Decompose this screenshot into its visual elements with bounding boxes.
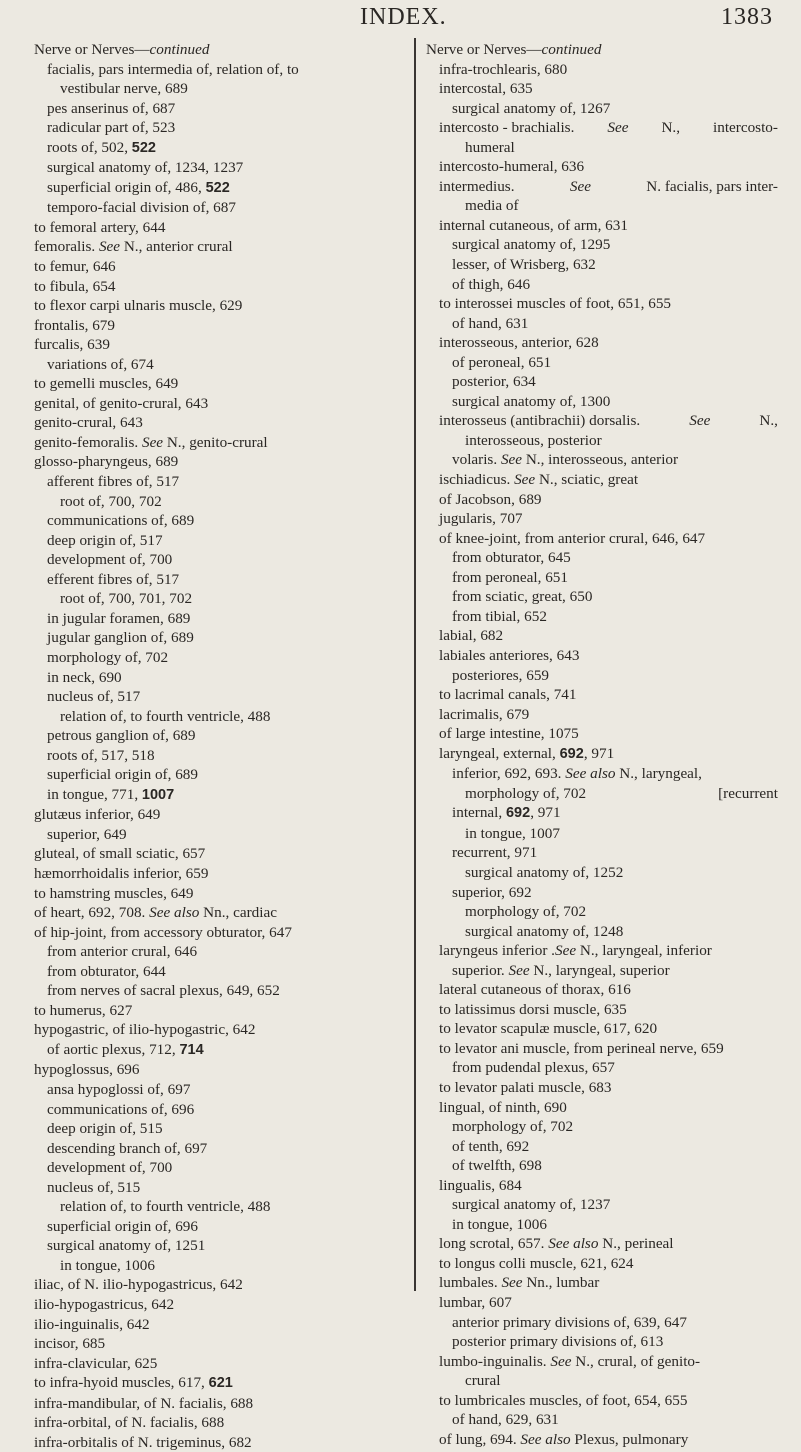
index-line: labiales anteriores, 643 bbox=[439, 646, 580, 664]
index-line: morphology of, 702 bbox=[47, 648, 169, 666]
index-line: femoralis. See N., anterior crural bbox=[34, 238, 233, 256]
index-line: volaris. See N., interosseous, anterior bbox=[452, 451, 679, 469]
index-line: intercostal, 635 bbox=[439, 80, 533, 98]
index-line: root of, 700, 701, 702 bbox=[60, 590, 193, 608]
index-line: interosseus (antibrachii) dorsalis. See N., bbox=[439, 412, 778, 430]
index-line: to latissimus dorsi muscle, 635 bbox=[439, 1000, 627, 1018]
page-header bbox=[0, 0, 801, 34]
index-line: frontalis, 679 bbox=[34, 316, 115, 334]
index-line: posterior, 634 bbox=[452, 373, 536, 391]
index-line: surgical anatomy of, 1237 bbox=[452, 1196, 611, 1214]
index-line: variations of, 674 bbox=[47, 355, 154, 373]
index-line: Nerve or Nerves—continued bbox=[34, 41, 210, 58]
index-line: to flexor carpi ulnaris muscle, 629 bbox=[34, 297, 243, 315]
page-title: INDEX. bbox=[360, 4, 447, 30]
index-line: from peroneal, 651 bbox=[452, 568, 568, 586]
index-line: to levator palati muscle, 683 bbox=[439, 1078, 612, 1096]
index-line: of Jacobson, 689 bbox=[439, 490, 542, 508]
index-line: temporo-facial division of, 687 bbox=[47, 199, 236, 217]
index-line: communications of, 689 bbox=[47, 512, 195, 530]
index-line: lesser, of Wrisberg, 632 bbox=[452, 256, 596, 274]
index-line: efferent fibres of, 517 bbox=[47, 570, 180, 588]
index-line: surgical anatomy of, 1295 bbox=[452, 236, 611, 254]
index-line: nucleus of, 517 bbox=[47, 688, 141, 706]
index-line: infra-trochlearis, 680 bbox=[439, 60, 568, 78]
index-line: labial, 682 bbox=[439, 627, 504, 645]
index-line: iliac, of N. ilio-hypogastricus, 642 bbox=[34, 1276, 243, 1294]
index-line: posterior primary divisions of, 613 bbox=[452, 1333, 664, 1351]
index-line: roots of, 502, 522 bbox=[47, 138, 156, 156]
index-line: from nerves of sacral plexus, 649, 652 bbox=[47, 982, 280, 1000]
index-line: interosseous, anterior, 628 bbox=[439, 334, 599, 352]
index-line: to lumbricales muscles, of foot, 654, 655 bbox=[439, 1391, 688, 1409]
index-line: in neck, 690 bbox=[47, 668, 122, 686]
index-line: of large intestine, 1075 bbox=[439, 725, 579, 743]
index-line: lumbo-inguinalis. See N., crural, of genito- bbox=[439, 1352, 701, 1370]
right-column bbox=[426, 40, 778, 1449]
index-line: gluteal, of small sciatic, 657 bbox=[34, 845, 206, 863]
index-line: relation of, to fourth ventricle, 488 bbox=[60, 707, 271, 725]
index-line: pes anserinus of, 687 bbox=[47, 99, 176, 117]
index-line: to infra-hyoid muscles, 617, 621 bbox=[34, 1374, 233, 1392]
index-line: intercosto-humeral, 636 bbox=[439, 158, 585, 176]
index-line: to humerus, 627 bbox=[34, 1001, 133, 1019]
index-line: afferent fibres of, 517 bbox=[47, 473, 180, 491]
index-line: of hand, 629, 631 bbox=[452, 1411, 559, 1429]
index-line: of thigh, 646 bbox=[452, 275, 531, 293]
index-line: from sciatic, great, 650 bbox=[452, 588, 593, 606]
index-line: surgical anatomy of, 1267 bbox=[452, 99, 611, 117]
index-line: to levator ani muscle, from perineal nerve, 659 bbox=[439, 1039, 724, 1057]
index-line: in tongue, 1007 bbox=[465, 824, 560, 842]
index-line: superficial origin of, 486, 522 bbox=[47, 178, 230, 196]
index-line: morphology of, 702 [recurrent bbox=[465, 784, 778, 802]
index-line: in tongue, 1006 bbox=[60, 1256, 155, 1274]
index-line: petrous ganglion of, 689 bbox=[47, 727, 196, 745]
index-line: lingualis, 684 bbox=[439, 1176, 522, 1194]
index-line: lateral cutaneous of thorax, 616 bbox=[439, 981, 631, 999]
index-line: surgical anatomy of, 1248 bbox=[465, 922, 624, 940]
index-line: roots of, 517, 518 bbox=[47, 746, 155, 764]
index-line: genito-crural, 643 bbox=[34, 414, 143, 432]
index-line: to hamstring muscles, 649 bbox=[34, 884, 194, 902]
index-line: from anterior crural, 646 bbox=[47, 943, 198, 961]
index-line: ansa hypoglossi of, 697 bbox=[47, 1080, 191, 1098]
index-line: morphology of, 702 bbox=[465, 903, 587, 921]
index-line: nucleus of, 515 bbox=[47, 1178, 141, 1196]
index-line: glosso-pharyngeus, 689 bbox=[34, 453, 179, 471]
index-line: laryngeus inferior .See N., laryngeal, inferior bbox=[439, 942, 712, 960]
index-line: of hand, 631 bbox=[452, 314, 529, 332]
index-line: lingual, of ninth, 690 bbox=[439, 1098, 567, 1116]
index-line: ilio-inguinalis, 642 bbox=[34, 1315, 150, 1333]
index-line: deep origin of, 515 bbox=[47, 1120, 163, 1138]
index-line: to longus colli muscle, 621, 624 bbox=[439, 1254, 634, 1272]
index-line: from obturator, 645 bbox=[452, 549, 571, 567]
index-line: in tongue, 771, 1007 bbox=[47, 785, 175, 803]
column-divider bbox=[414, 38, 416, 1291]
index-line: surgical anatomy of, 1234, 1237 bbox=[47, 159, 244, 177]
index-line: lumbales. See Nn., lumbar bbox=[439, 1274, 600, 1292]
index-line: to fibula, 654 bbox=[34, 277, 116, 295]
index-line: ischiadicus. See N., sciatic, great bbox=[439, 471, 639, 489]
index-line: of twelfth, 698 bbox=[452, 1157, 542, 1175]
index-line: superior, 692 bbox=[452, 883, 532, 901]
index-line: superior, 649 bbox=[47, 825, 127, 843]
index-line: intermedius. See N. facialis, pars inter- bbox=[439, 177, 778, 195]
index-line: descending branch of, 697 bbox=[47, 1139, 208, 1157]
index-line: lacrimalis, 679 bbox=[439, 705, 530, 723]
index-line: infra-orbital, of N. facialis, 688 bbox=[34, 1414, 225, 1432]
index-line: internal, 692, 971 bbox=[452, 804, 561, 822]
index-line: of tenth, 692 bbox=[452, 1137, 530, 1155]
index-line: hæmorrhoidalis inferior, 659 bbox=[34, 864, 209, 882]
index-line: from pudendal plexus, 657 bbox=[452, 1059, 615, 1077]
index-line: infra-mandibular, of N. facialis, 688 bbox=[34, 1394, 254, 1412]
index-line: to interossei muscles of foot, 651, 655 bbox=[439, 295, 672, 313]
index-line: glutæus inferior, 649 bbox=[34, 806, 161, 824]
index-line: to lacrimal canals, 741 bbox=[439, 686, 577, 704]
index-line: media of bbox=[465, 197, 519, 215]
index-line: superficial origin of, 696 bbox=[47, 1217, 198, 1235]
index-line: deep origin of, 517 bbox=[47, 531, 163, 549]
index-line: long scrotal, 657. See also N., perineal bbox=[439, 1235, 674, 1253]
index-line: genito-femoralis. See N., genito-crural bbox=[34, 433, 268, 451]
index-line: development of, 700 bbox=[47, 551, 173, 569]
index-line: of hip-joint, from accessory obturator, 647 bbox=[34, 923, 292, 941]
index-line: surgical anatomy of, 1300 bbox=[452, 392, 611, 410]
index-line: morphology of, 702 bbox=[452, 1118, 574, 1136]
index-line: superficial origin of, 689 bbox=[47, 766, 198, 784]
index-line: facialis, pars intermedia of, relation of, to bbox=[47, 60, 299, 78]
index-line: furcalis, 639 bbox=[34, 336, 110, 354]
index-line: internal cutaneous, of arm, 631 bbox=[439, 216, 628, 234]
index-line: of lung, 694. See also Plexus, pulmonary bbox=[439, 1430, 689, 1448]
index-line: radicular part of, 523 bbox=[47, 119, 176, 137]
index-line: recurrent, 971 bbox=[452, 844, 538, 862]
index-line: to femur, 646 bbox=[34, 258, 116, 276]
index-line: from obturator, 644 bbox=[47, 962, 166, 980]
index-line: infra-orbitalis of N. trigeminus, 682 bbox=[34, 1433, 252, 1451]
index-line: hypoglossus, 696 bbox=[34, 1061, 140, 1079]
index-line: to femoral artery, 644 bbox=[34, 218, 166, 236]
index-line: relation of, to fourth ventricle, 488 bbox=[60, 1198, 271, 1216]
index-line: of knee-joint, from anterior crural, 646, 647 bbox=[439, 529, 706, 547]
index-line: of heart, 692, 708. See also Nn., cardiac bbox=[34, 904, 277, 922]
index-line: surgical anatomy of, 1252 bbox=[465, 863, 624, 881]
index-line: interosseous, posterior bbox=[465, 431, 602, 449]
index-line: communications of, 696 bbox=[47, 1100, 195, 1118]
index-line: to gemelli muscles, 649 bbox=[34, 375, 179, 393]
left-column bbox=[34, 40, 399, 1452]
index-line: genital, of genito-crural, 643 bbox=[34, 394, 209, 412]
index-line: to levator scapulæ muscle, 617, 620 bbox=[439, 1020, 658, 1038]
index-line: jugular ganglion of, 689 bbox=[47, 629, 194, 647]
index-line: vestibular nerve, 689 bbox=[60, 80, 188, 98]
index-line: incisor, 685 bbox=[34, 1335, 106, 1353]
index-line: root of, 700, 702 bbox=[60, 492, 162, 510]
index-line: lumbar, 607 bbox=[439, 1294, 512, 1311]
index-line: surgical anatomy of, 1251 bbox=[47, 1237, 206, 1255]
index-line: of aortic plexus, 712, 714 bbox=[47, 1040, 204, 1058]
index-line: in jugular foramen, 689 bbox=[47, 609, 191, 627]
index-line: development of, 700 bbox=[47, 1159, 173, 1177]
index-line: superior. See N., laryngeal, superior bbox=[452, 961, 670, 979]
index-line: laryngeal, external, 692, 971 bbox=[439, 744, 615, 762]
index-line: Nerve or Nerves—continued bbox=[426, 41, 602, 58]
index-line: jugularis, 707 bbox=[439, 510, 523, 528]
page-number: 1383 bbox=[721, 4, 773, 30]
index-line: of peroneal, 651 bbox=[452, 353, 552, 371]
index-line: crural bbox=[465, 1372, 501, 1390]
index-line: intercosto - brachialis. See N., intercosto- bbox=[439, 119, 778, 137]
index-line: from tibial, 652 bbox=[452, 607, 547, 625]
index-line: infra-clavicular, 625 bbox=[34, 1354, 158, 1372]
index-line: inferior, 692, 693. See also N., laryngeal, bbox=[452, 765, 702, 783]
index-line: humeral bbox=[465, 138, 515, 156]
index-line: in tongue, 1006 bbox=[452, 1215, 547, 1233]
index-line: posteriores, 659 bbox=[452, 666, 550, 684]
index-line: hypogastric, of ilio-hypogastric, 642 bbox=[34, 1021, 256, 1039]
index-line: anterior primary divisions of, 639, 647 bbox=[452, 1313, 687, 1331]
index-line: ilio-hypogastricus, 642 bbox=[34, 1296, 175, 1313]
